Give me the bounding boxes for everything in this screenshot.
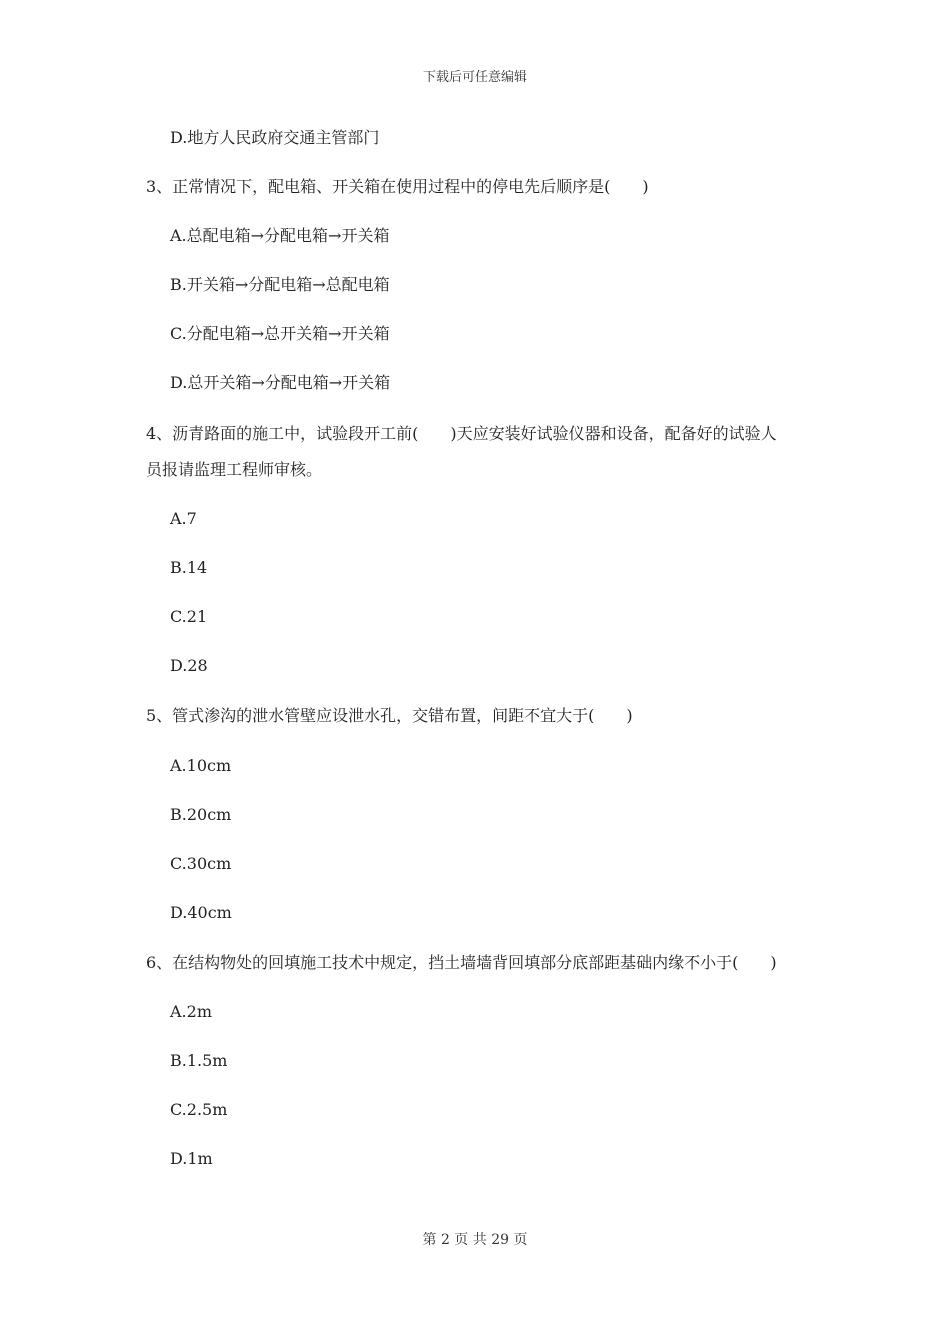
question-4-line-2: 员报请监理工程师审核。 (146, 460, 323, 479)
page-header: 下载后可任意编辑 (422, 70, 527, 85)
question-5-option-a: A.10cm (170, 756, 232, 775)
question-4-option-c: C.21 (170, 607, 208, 626)
question-3-option-b: B.开关箱→分配电箱→总配电箱 (170, 275, 390, 294)
question-5: 5、管式渗沟的泄水管壁应设泄水孔，交错布置，间距不宜大于( ) (146, 706, 633, 725)
question-6-option-d: D.1m (170, 1149, 213, 1168)
question-5-option-b: B.20cm (170, 805, 232, 824)
question-3-option-a: A.总配电箱→分配电箱→开关箱 (170, 226, 390, 245)
question-4-line-1: 4、沥青路面的施工中，试验段开工前( )天应安装好试验仪器和设备，配备好的试验人 (146, 424, 777, 443)
question-6: 6、在结构物处的回填施工技术中规定，挡土墙墙背回填部分底部距基础内缘不小于( ) (146, 953, 777, 972)
question-4-option-a: A.7 (170, 509, 197, 528)
question-4-option-d: D.28 (170, 656, 208, 675)
question-6-option-c: C.2.5m (170, 1100, 228, 1119)
question-6-option-b: B.1.5m (170, 1051, 228, 1070)
question-3-option-d: D.总开关箱→分配电箱→开关箱 (170, 373, 391, 392)
prev-question-option-d: D.地方人民政府交通主管部门 (170, 128, 380, 147)
question-3-option-c: C.分配电箱→总开关箱→开关箱 (170, 324, 390, 343)
question-4-option-b: B.14 (170, 558, 208, 577)
page-footer: 第 2 页 共 29 页 (422, 1232, 528, 1248)
question-5-option-c: C.30cm (170, 854, 232, 873)
question-5-option-d: D.40cm (170, 903, 232, 922)
question-3: 3、正常情况下，配电箱、开关箱在使用过程中的停电先后顺序是( ) (146, 177, 649, 196)
question-6-option-a: A.2m (170, 1002, 212, 1021)
